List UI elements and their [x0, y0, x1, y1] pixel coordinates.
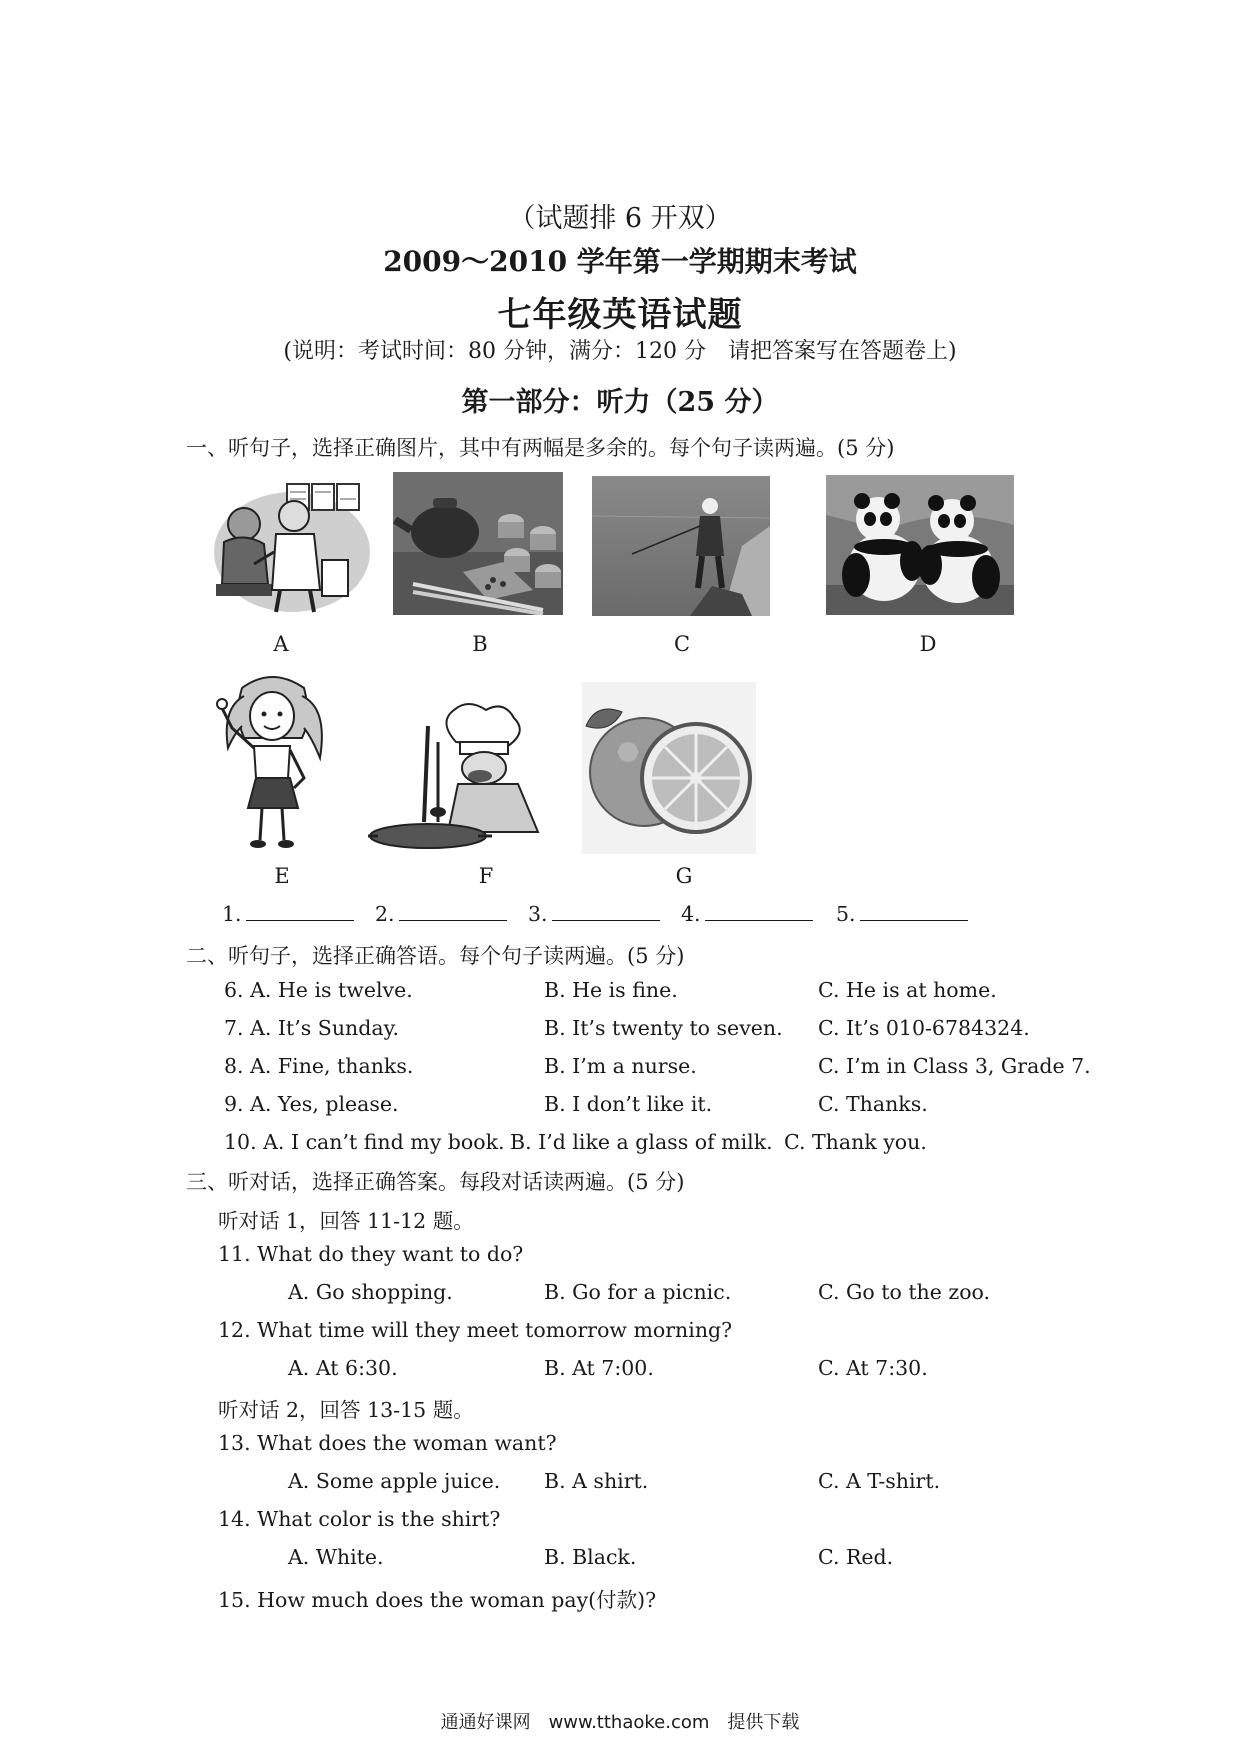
q14-option-a: A. White. — [288, 1545, 384, 1569]
chef-cooking-cartoon-icon — [368, 702, 552, 854]
blank-line — [399, 902, 507, 921]
q10-option-c: C. Thank you. — [784, 1130, 927, 1154]
picture-label-e: E — [274, 864, 290, 888]
q11-option-c: C. Go to the zoo. — [818, 1280, 991, 1304]
q12-option-a: A. At 6:30. — [288, 1356, 398, 1380]
exam-subtitle: 七年级英语试题 — [497, 295, 743, 335]
q6-option-c: C. He is at home. — [818, 978, 997, 1002]
blank-line — [246, 902, 354, 921]
answer-blank-4[interactable] — [681, 902, 813, 926]
section3-heading: 三、听对话，选择正确答案。每段对话读两遍。(5 分) — [186, 1170, 685, 1194]
q13-question: 13. What does the woman want? — [218, 1431, 557, 1455]
q15-question: 15. How much does the woman pay(付款)? — [218, 1588, 657, 1612]
q9-option-a: 9. A. Yes, please. — [224, 1092, 399, 1116]
blank-number: 2. — [375, 902, 395, 926]
q14-option-c: C. Red. — [818, 1545, 894, 1569]
picture-label-d: D — [919, 632, 937, 656]
dialog1-intro: 听对话 1，回答 11-12 题。 — [218, 1209, 474, 1233]
answer-blank-1[interactable] — [222, 902, 354, 926]
girl-cartoon-icon — [212, 668, 334, 854]
q13-option-b: B. A shirt. — [544, 1469, 649, 1493]
q12-option-b: B. At 7:00. — [544, 1356, 654, 1380]
answer-blank-5[interactable] — [836, 902, 968, 926]
blank-line — [705, 902, 813, 921]
blank-number: 4. — [681, 902, 701, 926]
dialog2-intro: 听对话 2，回答 13-15 题。 — [218, 1398, 474, 1422]
exam-instructions: (说明：考试时间：80 分钟，满分：120 分 请把答案写在答题卷上) — [283, 339, 957, 364]
part-heading: 第一部分：听力（25 分） — [461, 387, 779, 418]
orange-photo-icon — [582, 682, 756, 854]
q11-option-a: A. Go shopping. — [288, 1280, 453, 1304]
blank-number: 3. — [528, 902, 548, 926]
q12-question: 12. What time will they meet tomorrow morning? — [218, 1318, 733, 1342]
blank-number: 5. — [836, 902, 856, 926]
q13-option-a: A. Some apple juice. — [288, 1469, 501, 1493]
doctor-patient-cartoon-icon — [202, 472, 370, 618]
q10-option-b: B. I’d like a glass of milk. — [510, 1130, 773, 1154]
q11-question: 11. What do they want to do? — [218, 1242, 524, 1266]
picture-label-f: F — [478, 864, 494, 888]
picture-label-a: A — [273, 632, 289, 656]
print-note: （试题排 6 开双） — [508, 203, 732, 234]
fisherman-photo-icon — [592, 476, 770, 616]
q8-option-c: C. I’m in Class 3, Grade 7. — [818, 1054, 1091, 1078]
q6-option-b: B. He is fine. — [544, 978, 678, 1002]
blank-line — [860, 902, 968, 921]
q13-option-c: C. A T-shirt. — [818, 1469, 941, 1493]
q7-option-c: C. It’s 010-6784324. — [818, 1016, 1030, 1040]
page-footer: 通通好课网 www.tthaoke.com 提供下载 — [440, 1712, 800, 1733]
q8-option-b: B. I’m a nurse. — [544, 1054, 697, 1078]
picture-label-b: B — [472, 632, 488, 656]
q11-option-b: B. Go for a picnic. — [544, 1280, 732, 1304]
q12-option-c: C. At 7:30. — [818, 1356, 928, 1380]
teapot-photo-icon — [393, 472, 563, 615]
q9-option-c: C. Thanks. — [818, 1092, 928, 1116]
picture-label-g: G — [675, 864, 693, 888]
exam-title: 2009～2010 学年第一学期期末考试 — [383, 245, 857, 278]
pandas-photo-icon — [826, 475, 1014, 615]
q14-option-b: B. Black. — [544, 1545, 637, 1569]
q14-question: 14. What color is the shirt? — [218, 1507, 501, 1531]
section1-heading: 一、听句子，选择正确图片，其中有两幅是多余的。每个句子读两遍。(5 分) — [186, 436, 895, 460]
q8-option-a: 8. A. Fine, thanks. — [224, 1054, 414, 1078]
q9-option-b: B. I don’t like it. — [544, 1092, 713, 1116]
q7-option-b: B. It’s twenty to seven. — [544, 1016, 783, 1040]
answer-blank-3[interactable] — [528, 902, 660, 926]
section2-heading: 二、听句子，选择正确答语。每个句子读两遍。(5 分) — [186, 944, 685, 968]
blank-number: 1. — [222, 902, 242, 926]
answer-blank-2[interactable] — [375, 902, 507, 926]
q6-option-a: 6. A. He is twelve. — [224, 978, 413, 1002]
q7-option-a: 7. A. It’s Sunday. — [224, 1016, 399, 1040]
picture-label-c: C — [673, 632, 691, 656]
blank-line — [552, 902, 660, 921]
q10-option-a: 10. A. I can’t find my book. — [224, 1130, 505, 1154]
